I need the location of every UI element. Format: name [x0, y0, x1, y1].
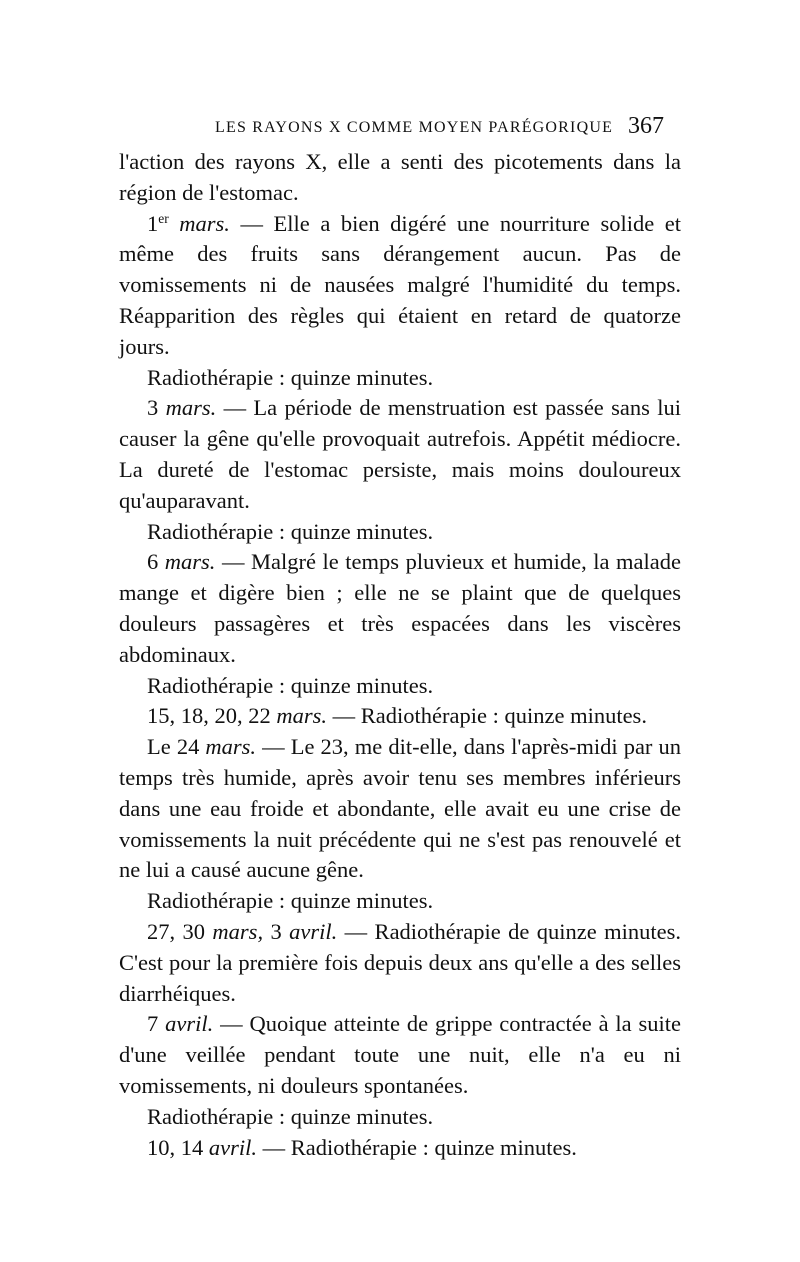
entry-month: avril. [158, 1011, 214, 1037]
entry-paragraph [119, 701, 681, 732]
entry-month: mars. [270, 703, 328, 729]
body-text [119, 147, 681, 1163]
paragraph-text: l'action des rayons X, elle a senti des picotements dans la région de l'estomac. [119, 149, 681, 205]
ordinal-suffix: er [158, 210, 169, 226]
entry-month: mars, [205, 918, 264, 944]
entry-month: avril. [203, 1134, 257, 1160]
running-title: LES RAYONS X COMME MOYEN PARÉGORIQUE [215, 119, 614, 136]
treatment-text: Radiothérapie : quinze minutes. [147, 364, 434, 390]
entry-text: — Le 23, me dit-elle, dans l'après-midi par un temps très humide, après avoir tenu ses membres inférieurs dans une eau froide et abondante, elle avait eu une crise de vomissements la nuit précédente qui ne s'est pas renouvelé et ne lui a causé aucune gêne. [119, 734, 682, 883]
entry-paragraph [119, 1133, 681, 1164]
treatment-text: Radiothérapie : quinze minutes. [147, 672, 434, 698]
entry-text: — Radiothérapie : quinze minutes. [327, 703, 647, 729]
entry-paragraph [119, 1009, 681, 1101]
entry-paragraph [119, 547, 681, 670]
entry-date: 1 [147, 210, 159, 236]
paragraph-continuation [119, 147, 681, 209]
entry-month-second: avril. [281, 918, 338, 944]
entry-month: mars. [158, 549, 216, 575]
treatment-line [119, 671, 681, 702]
entry-text: — La période de menstruation est passée sans lui causer la gêne qu'elle provoquait autrefois. Appétit médiocre. La dureté de l'estomac persiste, mais moins douloureux qu'auparavant. [119, 395, 681, 513]
entry-date-second: 3 [263, 918, 282, 944]
entry-date: 6 [147, 549, 159, 575]
treatment-text: Radiothérapie : quinze minutes. [147, 518, 434, 544]
treatment-line [119, 517, 681, 548]
treatment-line [119, 363, 681, 394]
entry-date: 3 [147, 395, 159, 421]
entry-text: — Malgré le temps pluvieux et humide, la malade mange et digère bien ; elle ne se plaint que de quelques douleurs passagères et très espacées dans les viscères abdominaux. [119, 549, 682, 667]
treatment-line [119, 886, 681, 917]
entry-text: — Elle a bien digéré une nourriture solide et même des fruits sans dérangement aucun. Pas de vomissements ni de nausées malgré l'humidité du temps. Réapparition des règles qui étaient en retard de quatorze jours. [119, 210, 681, 359]
treatment-text: Radiothérapie : quinze minutes. [147, 1103, 434, 1129]
entry-text: — Quoique atteinte de grippe contractée à la suite d'une veillée pendant toute une nuit, elle n'a eu ni vomissements, ni douleurs spontanées. [119, 1011, 681, 1098]
entry-date: 27, 30 [147, 918, 206, 944]
entry-month: mars. [168, 210, 230, 236]
entry-date: 7 [147, 1011, 159, 1037]
entry-month: mars. [199, 734, 257, 760]
entry-paragraph [119, 393, 681, 516]
running-head [0, 113, 800, 143]
entry-paragraph [119, 917, 681, 1009]
entry-month: mars. [158, 395, 217, 421]
entry-date: Le 24 [147, 734, 200, 760]
treatment-line [119, 1102, 681, 1133]
entry-date: 10, 14 [147, 1134, 204, 1160]
treatment-text: Radiothérapie : quinze minutes. [147, 888, 434, 914]
entry-paragraph [119, 209, 681, 363]
entry-text: — Radiothérapie de quinze minutes. C'est pour la première fois depuis deux ans qu'elle a des selles diarrhéiques. [119, 918, 682, 1006]
entry-paragraph [119, 732, 681, 886]
entry-text: — Radiothérapie : quinze minutes. [257, 1134, 577, 1160]
entry-date: 15, 18, 20, 22 [147, 703, 271, 729]
page-number: 367 [628, 113, 664, 139]
